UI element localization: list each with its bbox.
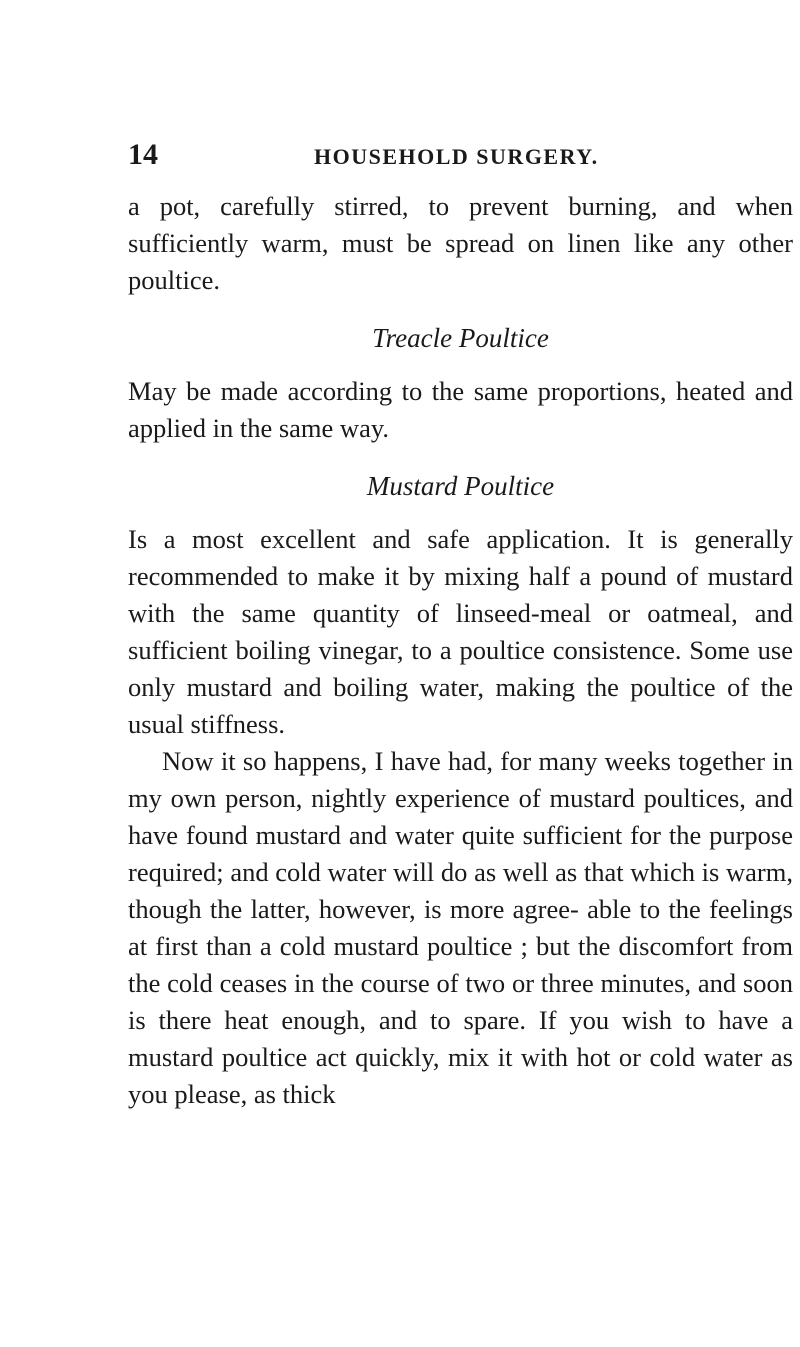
- heading-treacle-poultice: Treacle Poultice: [372, 323, 549, 353]
- paragraph-mustard-experience: Now it so happens, I have had, for many weeks together in my own person, nightly experience of mustard poultices, and have found mustard and water quite sufficient for the purpose required; and cold water will do as well as that which is warm, though the latter, however, is more agree- able to the feelings at first than a cold mustard poultice ; but the discomfort from the cold ceases in the course of two or three minutes, and soon is there heat enough, and to spare. If you wish to have a mustard poultice act quickly, mix it with hot or cold water as you please, as thick: [128, 746, 793, 1109]
- paragraph-treacle: May be made according to the same proportions, heated and applied in the same way.: [128, 376, 793, 443]
- page-header: [128, 138, 768, 178]
- running-head: HOUSEHOLD SURGERY.: [314, 144, 599, 169]
- page-body: [128, 188, 793, 1113]
- paragraph-continuation: a pot, carefully stirred, to prevent burning, and when sufficiently warm, must be spread on linen like any other poultice.: [128, 191, 793, 295]
- heading-mustard-poultice: Mustard Poultice: [366, 471, 555, 501]
- paragraph-mustard-intro: Is a most excellent and safe application. It is generally recommended to make it by mixing half a pound of mustard with the same quantity of linseed-meal or oatmeal, and sufficient boiling vinegar, to a poultice consistence. Some use only mustard and boiling water, making the poultice of the usual stiffness.: [128, 524, 793, 739]
- page-number: 14: [128, 138, 158, 171]
